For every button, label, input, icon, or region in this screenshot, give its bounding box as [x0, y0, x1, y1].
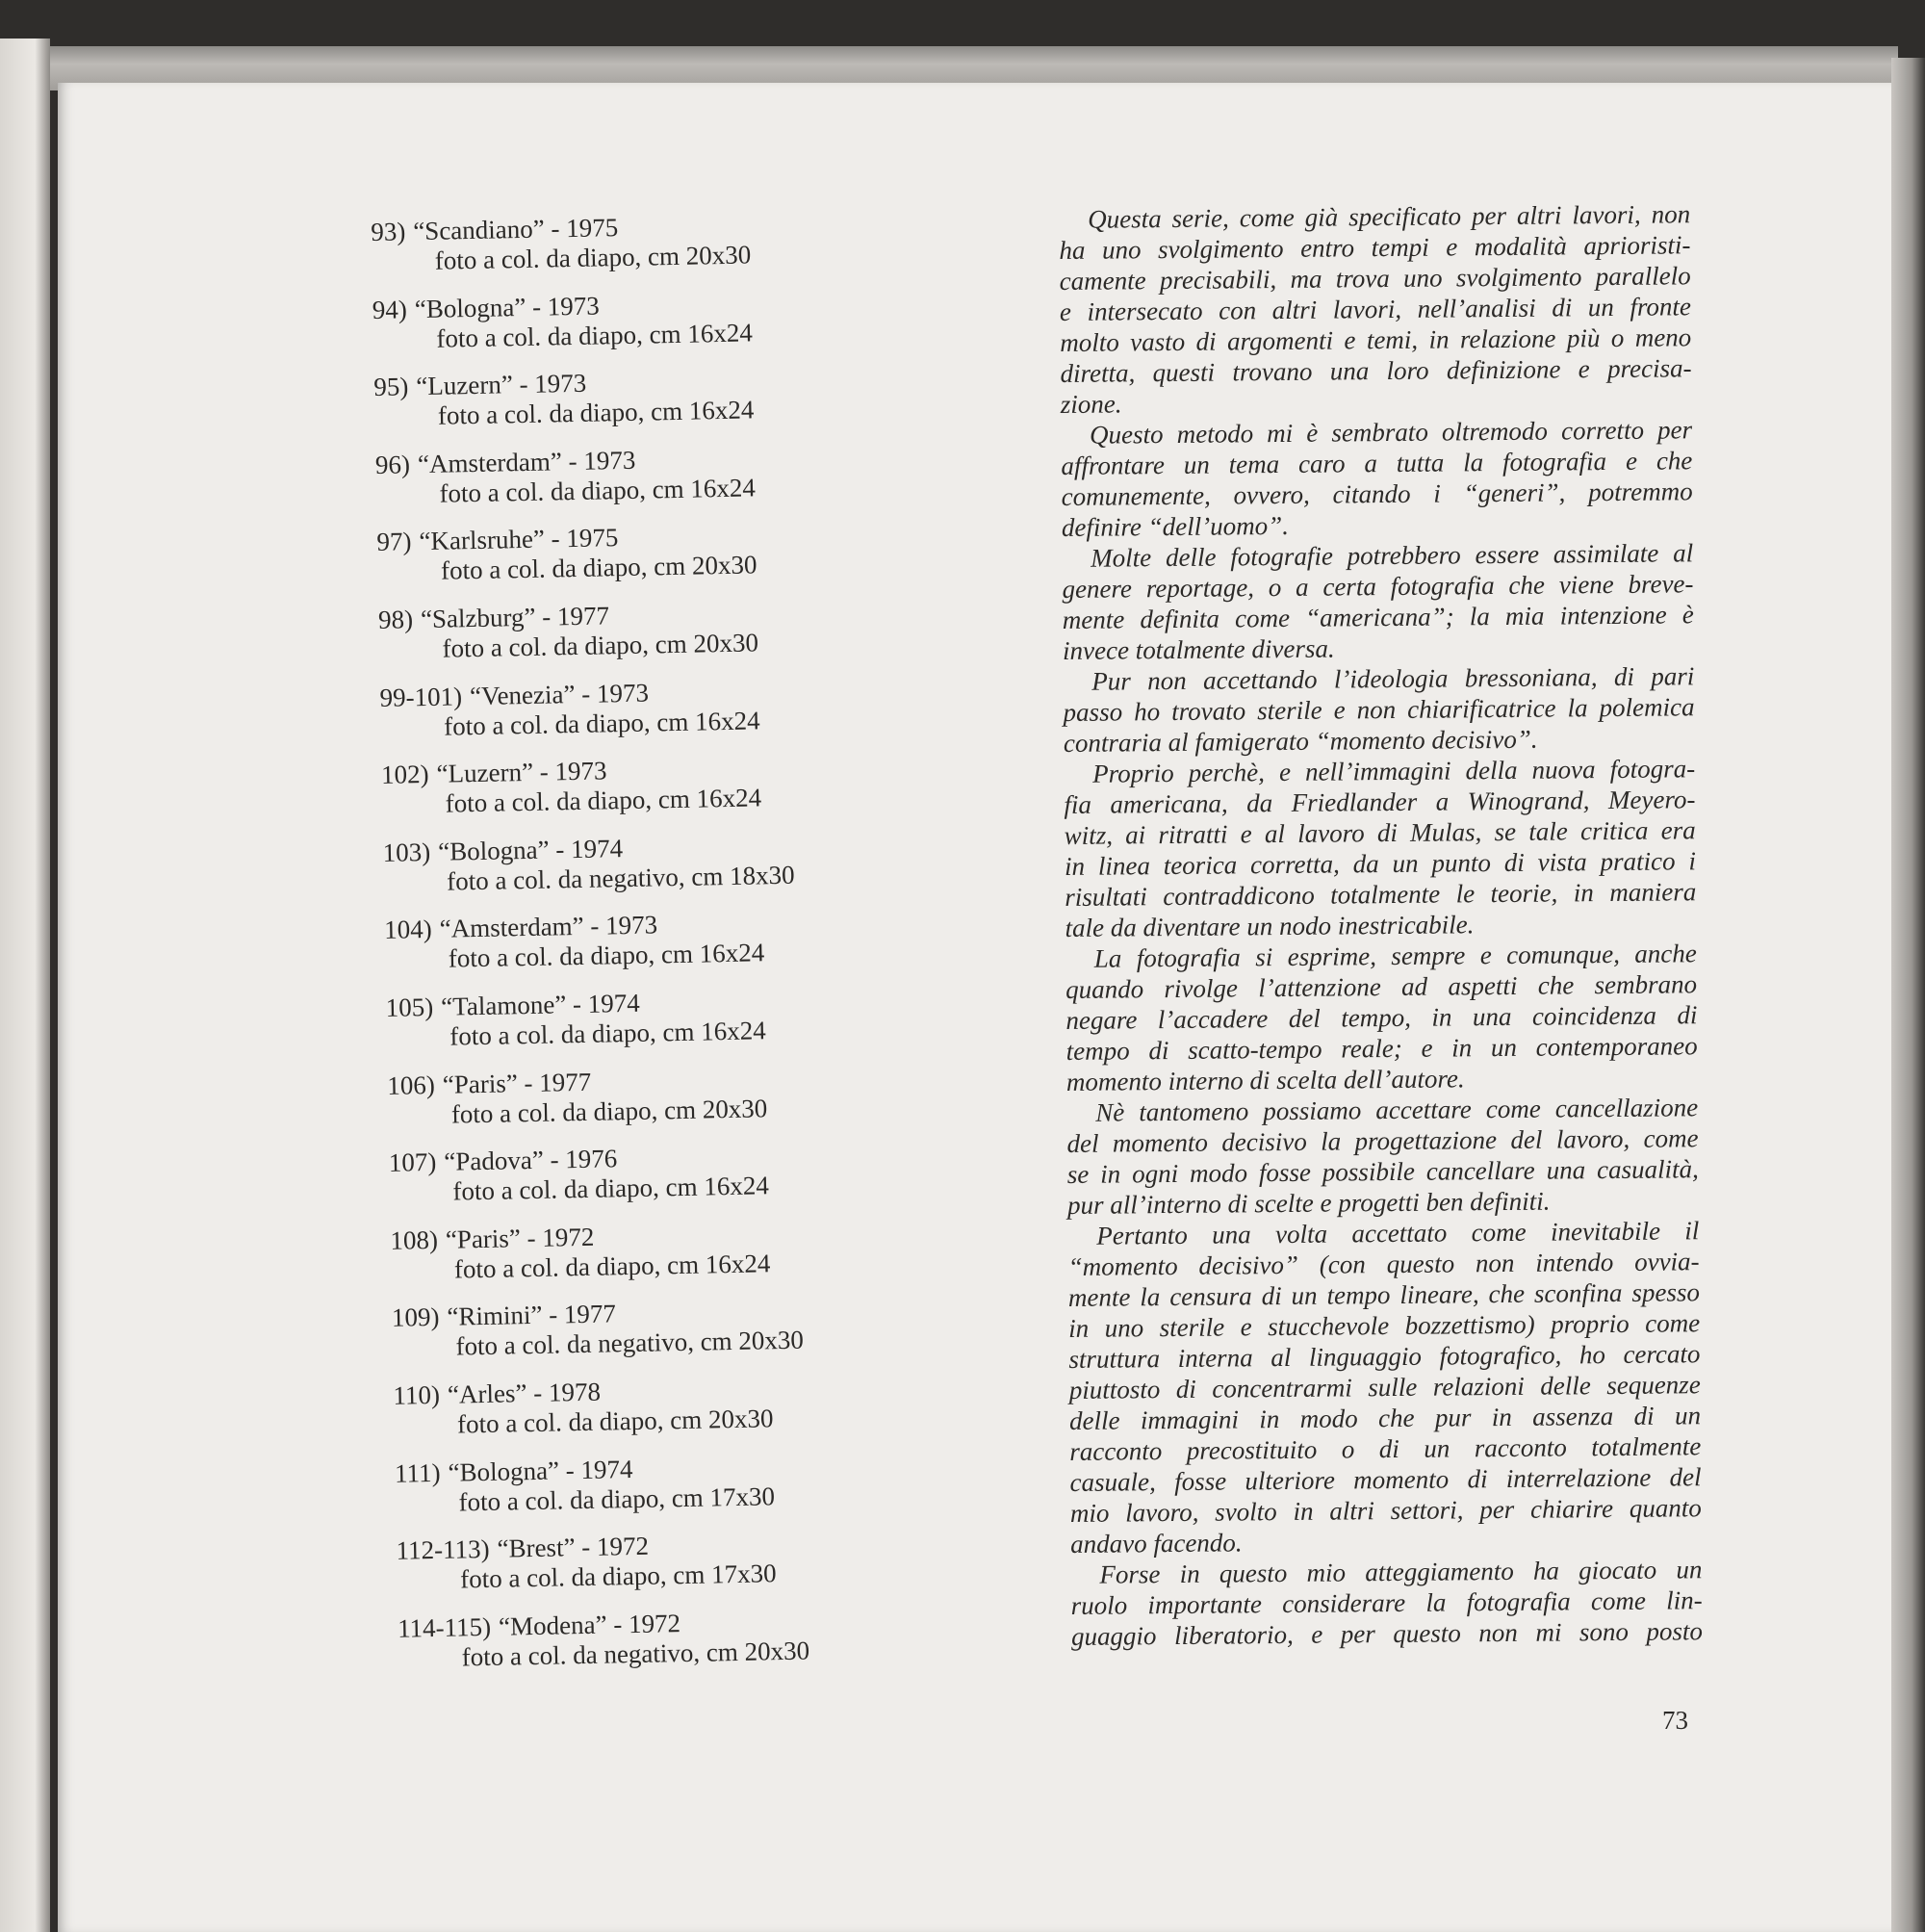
entry-details: foto a col. da diapo, cm 17x30 [459, 1558, 777, 1594]
catalog-entry [376, 518, 878, 605]
entry-number: 97) [376, 527, 412, 557]
text-line: quando rivolge l’attenzione ad aspetti che sembrano [1065, 969, 1698, 1004]
essay-text [1059, 198, 1703, 1652]
entry-title: “Arles” - 1978 [447, 1377, 602, 1409]
paragraph [1066, 1092, 1699, 1221]
entry-number: 108) [390, 1224, 439, 1255]
text-line: contraria al famigerato “momento decisivo”. [1063, 724, 1538, 758]
text-line: casuale, fosse ulteriore momento di interrelazione del [1069, 1462, 1702, 1497]
entry-number: 112-113) [396, 1533, 490, 1565]
text-line: andavo facendo. [1070, 1528, 1243, 1558]
entry-details: foto a col. da diapo, cm 16x24 [448, 938, 765, 973]
entry-number: 106) [387, 1069, 436, 1100]
entry-title: “Brest” - 1972 [497, 1531, 650, 1563]
entry-title: “Salzburg” - 1977 [420, 601, 610, 634]
catalog-entry [375, 441, 877, 528]
paragraph [1064, 753, 1697, 943]
text-line: fia americana, da Friedlander a Winogrand, Meyero- [1064, 785, 1696, 819]
entry-number: 93) [371, 217, 406, 246]
text-line: pur all’interno di scelte e progetti ben definiti. [1066, 1186, 1551, 1220]
entry-title: “Karlsruhe” - 1975 [419, 523, 619, 556]
catalog-entry [393, 1372, 894, 1459]
catalog-entry [389, 1139, 890, 1226]
entry-title: “Modena” - 1972 [498, 1608, 681, 1641]
text-line: Nè tantomeno possiamo accettare come cancellazione [1095, 1093, 1699, 1127]
entry-details: foto a col. da diapo, cm 20x30 [434, 240, 752, 275]
entry-details: foto a col. da diapo, cm 16x24 [437, 395, 755, 430]
entry-number: 98) [377, 605, 414, 634]
entry-title: “Luzern” - 1973 [416, 368, 587, 401]
catalog-entry [384, 906, 886, 993]
paragraph [1059, 198, 1692, 420]
text-line: genere reportage, o a certa fotografia che viene breve- [1062, 569, 1694, 604]
text-line: ha uno svolgimento entro tempi e modalità aprioristi- [1059, 230, 1691, 265]
text-line: delle immagini in modo che pur in assenza di un [1068, 1401, 1702, 1435]
entry-number: 114-115) [397, 1611, 492, 1643]
entry-details: foto a col. da diapo, cm 20x30 [456, 1404, 774, 1439]
text-line: Proprio perchè, e nell’immagini della nuova fotogra- [1092, 754, 1696, 788]
catalog-entry [373, 363, 875, 451]
entry-details: foto a col. da negativo, cm 20x30 [455, 1325, 805, 1361]
text-line: racconto precostituito o di un racconto totalmente [1069, 1431, 1702, 1466]
entry-details: foto a col. da diapo, cm 16x24 [453, 1248, 771, 1284]
text-line: se in ogni modo fosse possibile cancellare una casualità, [1066, 1154, 1699, 1189]
entry-details: foto a col. da diapo, cm 16x24 [439, 473, 757, 508]
text-line: Pur non accettando l’ideologia bressoniana, di pari [1091, 661, 1695, 696]
text-line: e intersecato con altri lavori, nell’analisi di un fronte [1059, 292, 1692, 326]
entry-number: 105) [385, 992, 434, 1022]
entry-title: “Bologna” - 1974 [437, 833, 624, 866]
text-line: momento interno di scelta dell’autore. [1065, 1064, 1465, 1096]
text-line: ruolo importante considerare la fotografia come lin- [1070, 1585, 1703, 1620]
text-line: Forse in questo mio atteggiamento ha giocato un [1099, 1555, 1703, 1589]
text-line: camente precisabili, ma trova uno svolgimento parallelo [1059, 261, 1691, 296]
entry-details: foto a col. da diapo, cm 20x30 [440, 550, 757, 586]
catalog-entry [396, 1527, 897, 1614]
paragraph [1063, 660, 1695, 759]
entry-title: “Paris” - 1972 [445, 1222, 595, 1254]
text-line: tale da diventare un nodo inestricabile. [1065, 910, 1475, 942]
text-line: mente la censura di un tempo lineare, che sconfina spesso [1067, 1277, 1701, 1312]
text-line: molto vasto di argomenti e temi, in relazione più o meno [1060, 322, 1692, 357]
entry-title: “Venezia” - 1973 [469, 678, 650, 710]
entry-details: foto a col. da diapo, cm 16x24 [443, 705, 760, 741]
catalog-entry [398, 1604, 899, 1691]
text-line: struttura interna al linguaggio fotografico, ho cercato [1068, 1339, 1701, 1374]
text-line: zione. [1060, 389, 1122, 419]
paragraph [1062, 537, 1694, 666]
entry-title: “Talamone” - 1974 [440, 988, 641, 1021]
entry-number: 94) [372, 294, 408, 324]
entry-details: foto a col. da diapo, cm 16x24 [449, 1016, 766, 1051]
entry-number: 111) [394, 1457, 441, 1488]
entry-title: “Bologna” - 1974 [448, 1454, 633, 1487]
entry-number: 103) [382, 837, 431, 867]
entry-title: “Amsterdam” - 1973 [417, 445, 636, 478]
text-line: La fotografia si esprime, sempre e comunque, anche [1093, 939, 1697, 973]
entry-number: 102) [380, 760, 429, 790]
text-line: comunemente, ovvero, citando i “generi”, potremmo [1061, 477, 1693, 511]
catalog-entry [378, 596, 880, 683]
entry-number: 96) [374, 450, 411, 479]
facing-page-edge [0, 39, 50, 1932]
text-line: mente definita come “americana”; la mia intenzione è [1062, 600, 1694, 634]
catalog-entry [387, 1061, 888, 1148]
paragraph [1070, 1554, 1703, 1652]
text-line: “momento decisivo” (con questo non intendo ovvia- [1067, 1247, 1700, 1281]
text-line: in uno sterile e stucchevole bozzettismo) proprio come [1068, 1308, 1701, 1343]
text-line: in linea teorica corretta, da un punto di vista pratico i [1064, 846, 1697, 881]
catalog-entry [395, 1449, 896, 1536]
entry-number: 104) [383, 914, 432, 945]
text-line: Molte delle fotografie potrebbero essere assimilate al [1091, 538, 1694, 573]
catalog-entry [371, 208, 872, 296]
text-line: negare l’accadere del tempo, in una coincidenza di [1065, 1000, 1698, 1035]
paragraph [1065, 938, 1698, 1097]
text-line: witz, ai ritratti e al lavoro di Mulas, se tale critica era [1064, 815, 1696, 850]
entry-details: foto a col. da diapo, cm 17x30 [458, 1481, 776, 1516]
entry-details: foto a col. da negativo, cm 18x30 [446, 860, 795, 896]
entry-details: foto a col. da diapo, cm 20x30 [450, 1093, 768, 1129]
text-line: invece totalmente diversa. [1062, 633, 1335, 665]
entry-title: “Bologna” - 1973 [414, 291, 601, 323]
text-line: Pertanto una volta accettato come inevitabile il [1096, 1216, 1700, 1250]
entry-title: “Padova” - 1976 [444, 1144, 618, 1176]
catalog-entry [382, 829, 884, 916]
entry-number: 107) [388, 1146, 437, 1177]
entry-title: “Scandiano” - 1975 [412, 213, 619, 246]
entry-number: 99-101) [379, 681, 463, 712]
catalog-entry [381, 751, 883, 838]
entry-title: “Rimini” - 1977 [447, 1299, 617, 1331]
entry-details: foto a col. da negativo, cm 20x30 [461, 1636, 810, 1672]
entry-number: 95) [373, 372, 409, 402]
entry-title: “Amsterdam” - 1973 [439, 910, 658, 944]
entry-number: 109) [391, 1302, 440, 1333]
entry-details: foto a col. da diapo, cm 16x24 [452, 1171, 770, 1206]
text-line: affrontare un tema caro a tutta la fotografia e che [1061, 446, 1693, 480]
catalog-entry [392, 1294, 893, 1381]
text-line: Questa serie, come già specificato per altri lavori, non [1088, 199, 1691, 234]
text-line: Questo metodo mi è sembrato oltremodo corretto per [1089, 415, 1693, 450]
page-number: 73 [1662, 1706, 1688, 1735]
works-catalog-list [371, 208, 899, 1691]
entry-details: foto a col. da diapo, cm 16x24 [436, 318, 754, 353]
text-line: guaggio liberatorio, e per questo non mi sono posto [1070, 1616, 1704, 1651]
text-line: passo ho trovato sterile e non chiarificatrice la polemica [1063, 692, 1695, 727]
text-line: piuttosto di concentrarmi sulle relazioni delle sequenze [1068, 1370, 1701, 1404]
entry-title: “Paris” - 1977 [442, 1067, 592, 1099]
entry-title: “Luzern” - 1973 [436, 756, 607, 788]
text-line: definire “dell’uomo”. [1061, 510, 1290, 542]
entry-number: 110) [393, 1379, 441, 1410]
entry-details: foto a col. da diapo, cm 20x30 [442, 628, 759, 663]
page-fore-edge [1891, 58, 1925, 1932]
text-line: del momento decisivo la progettazione del lavoro, come [1066, 1123, 1699, 1158]
paragraph [1061, 414, 1693, 543]
catalog-entry [379, 673, 881, 760]
paragraph [1067, 1215, 1702, 1559]
catalog-entry [390, 1217, 891, 1304]
catalog-entry [372, 286, 874, 374]
text-line: tempo di scatto-tempo reale; e in un contemporaneo [1065, 1031, 1698, 1066]
catalog-entry [385, 984, 886, 1071]
text-line: risultati contraddicono totalmente le teorie, in maniera [1065, 877, 1697, 912]
text-line: mio lavoro, svolto in altri settori, per chiarire quanto [1069, 1493, 1702, 1528]
entry-details: foto a col. da diapo, cm 16x24 [445, 783, 762, 818]
text-line: diretta, questi trovano una loro definizione e precisa- [1060, 353, 1692, 388]
